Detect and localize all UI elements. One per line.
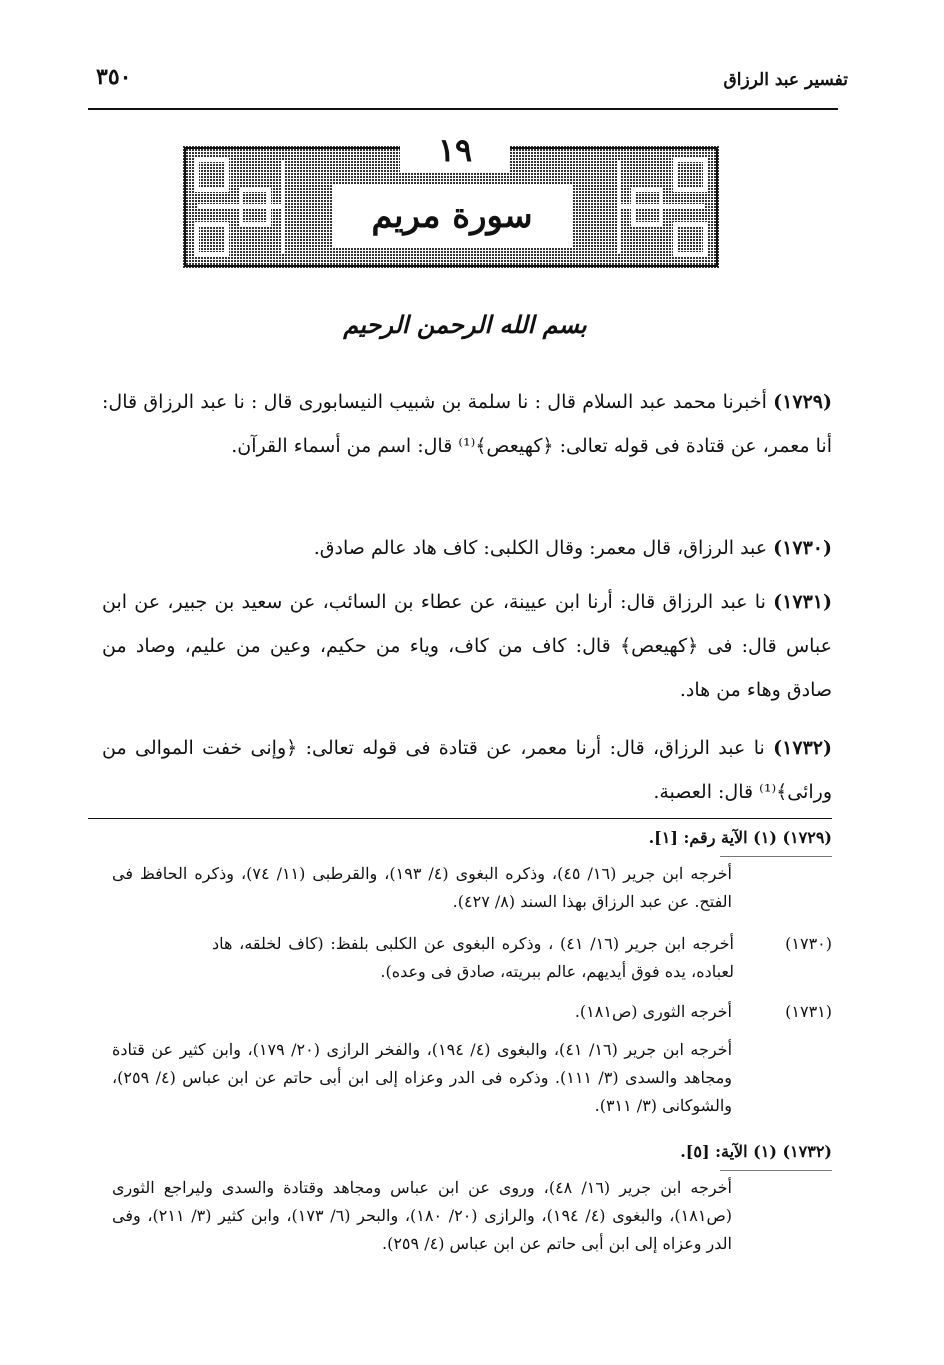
hadith-text: نا عبد الرزاق، قال: أرنا معمر، عن قتادة فى قوله تعالى: ﴿وإنى خفت الموالى من ورائى﴾⁽¹⁾ قال: العصبة. (102, 737, 832, 803)
footnote-divider (720, 856, 832, 857)
footnote-1732-body: أخرجه ابن جرير (١٦/ ٤٨)، وروى عن ابن عباس ومجاهد وقتادة والسدى وليراجع الثورى (ص١٨١)، والبغوى (٤/ ١٩٤)، والرازى (٢٠/ ١٨٠)، والبحر (٦/ ١٧٣)، وابن كثير (٣/ ٢١١)، وفى الدر وعزاه إلى ابن أبى حاتم عن ابن عباس (٤/ ٢٥٩). (112, 1178, 733, 1253)
footnote-1731-number: (١٧٣١) (785, 1002, 832, 1021)
hadith-number: (١٧٢٩) (773, 391, 832, 413)
hadith-text: عبد الرزاق، قال معمر: وقال الكلبى: كاف هاد عالم صادق. (313, 537, 768, 559)
hadith-text: أخبرنا محمد عبد السلام قال : نا سلمة بن شبيب النيسابورى قال : نا عبد الرزاق قال: أنا معمر، عن قتادة فى قوله تعالى: ﴿كهيعص﴾⁽¹⁾ قال: اسم من أسماء القرآن. (102, 391, 832, 457)
footnote-1732-head: (١٧٣٢) (١) الآية: [٥]. (680, 1142, 832, 1161)
footnote-separator (88, 818, 832, 819)
surah-name: سورة مريم (332, 184, 572, 248)
footnote-1731-line1: أخرجه الثورى (ص١٨١). (574, 1002, 732, 1021)
surah-number: ١٩ (400, 128, 510, 172)
header-divider (88, 108, 838, 110)
footnote-1729-head: (١٧٢٩) (١) الآية رقم: [١]. (648, 828, 832, 847)
footnote-1730-number: (١٧٣٠) (785, 934, 832, 953)
hadith-paragraph-1732 (102, 726, 832, 814)
hadith-paragraph-1729 (102, 380, 832, 468)
footnote-1730-text: أخرجه ابن جرير (١٦/ ٤١) ، وذكره البغوى عن الكلبى بلفظ: (كاف لخلقه، هاد لعباده، يده فوق أيديهم، عالم ببريته، صادق فى وعده). (212, 934, 734, 981)
hadith-number: (١٧٣٠) (773, 537, 832, 559)
footnote-1729-body: أخرجه ابن جرير (١٦/ ٤٥)، وذكره البغوى (٤/ ١٩٣)، والقرطبى (١١/ ٧٤)، وذكره الحافظ فى الفتح. عن عبد الرزاق بهذا السند (٨/ ٤٢٧). (112, 864, 732, 911)
footnote-divider (720, 1170, 832, 1171)
hadith-number: (١٧٣٢) (773, 737, 832, 759)
hadith-number: (١٧٣١) (773, 591, 832, 613)
footnote-1731-body: أخرجه ابن جرير (١٦/ ٤١)، والبغوى (٤/ ١٩٤)، والفخر الرازى (٢٠/ ١٧٩)، وابن كثير عن قتادة ومجاهد والسدى (٣/ ١١١). وذكره فى الدر وعزاه إلى ابن أبى حاتم عن ابن عباس (٤/ ٢٥٩)، والشوكانى (٣/ ٣١١). (112, 1040, 733, 1115)
page-number: ٣٥٠ (96, 64, 132, 90)
basmala-calligraphy: بسم الله الرحمن الرحيم (343, 310, 587, 339)
running-header-title: تفسير عبد الرزاق (723, 70, 848, 90)
hadith-text: نا عبد الرزاق قال: أرنا ابن عيينة، عن عطاء بن السائب، عن سعيد بن جبير، عن ابن عباس قال: فى ﴿كهيعص﴾ قال: كاف من كاف، وياء من حكيم، وعين من عليم، وصاد من صادق وهاء من هاد. (102, 591, 832, 701)
hadith-paragraph-1731 (102, 580, 832, 712)
hadith-paragraph-1730 (102, 526, 832, 570)
footnote-1730-body (212, 930, 832, 986)
